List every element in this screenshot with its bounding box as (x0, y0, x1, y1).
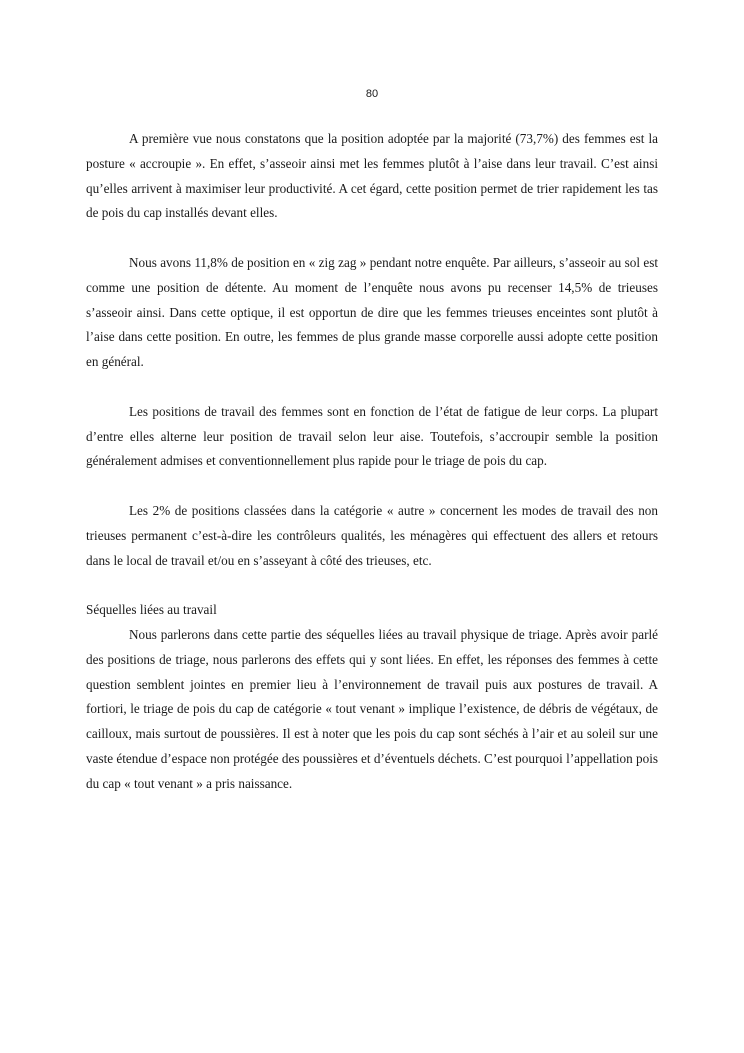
page-number: 80 (365, 88, 379, 100)
paragraph-sequelles: Nous parlerons dans cette partie des séquelles liées au travail physique de triage. Après avoir parlé des positions de triage, nous parlerons des effets qui y sont liées. En effet, les réponses des femmes à cette question semblent jointes en premier lieu à l’environnement de travail puis aux postures de travail. A fortiori, le triage de pois du cap de catégorie « tout venant » implique l’existence, de débris de végétaux, de cailloux, mais surtout de poussières. Il est à noter que les pois du cap sont séchés à l’air et au soleil sur une vaste étendue d’espace non protégée des poussières et d’éventuels déchets. C’est pourquoi l’appellation pois du cap « tout venant » a pris naissance. (86, 626, 659, 791)
body-text (86, 127, 658, 797)
paragraph-zig-zag-position: Nous avons 11,8% de position en « zig zag » pendant notre enquête. Par ailleurs, s’asseoir au sol est comme une position de détente. Au moment de l’enquête nous avons pu recenser 14,5% de trieuses s’asseoir ainsi. Dans cette optique, il est opportun de dire que les femmes trieuses enceintes sont plutôt à l’aise dans cette position. En outre, les femmes de plus grande masse corporelle aussi adopte cette position en général. (86, 254, 658, 370)
paragraph-other-category: Les 2% de positions classées dans la catégorie « autre » concernent les modes de travail des non trieuses permanent c’est-à-dire les contrôleurs qualités, les ménagères qui effectuent des allers et retours dans le local de travail et/ou en s’asseyant à côté des trieuses, etc. (86, 502, 658, 568)
paragraph-work-positions: Les positions de travail des femmes sont en fonction de l’état de fatigue de leur corps. La plupart d’entre elles alterne leur position de travail selon leur aise. Toutefois, s’accroupir semble la position généralement admises et conventionnellement plus rapide pour le triage de pois du cap. (86, 403, 658, 469)
section-heading: Séquelles liées au travail (86, 602, 217, 618)
paragraph-posture-accroupie: A première vue nous constatons que la position adoptée par la majorité (73,7%) des femmes est la posture « accroupie ». En effet, s’asseoir ainsi met les femmes plutôt à l’aise dans leur travail. C’est ainsi qu’elles arrivent à maximiser leur productivité. A cet égard, cette position permet de trier rapidement les tas de pois du cap installés devant elles. (86, 131, 658, 221)
